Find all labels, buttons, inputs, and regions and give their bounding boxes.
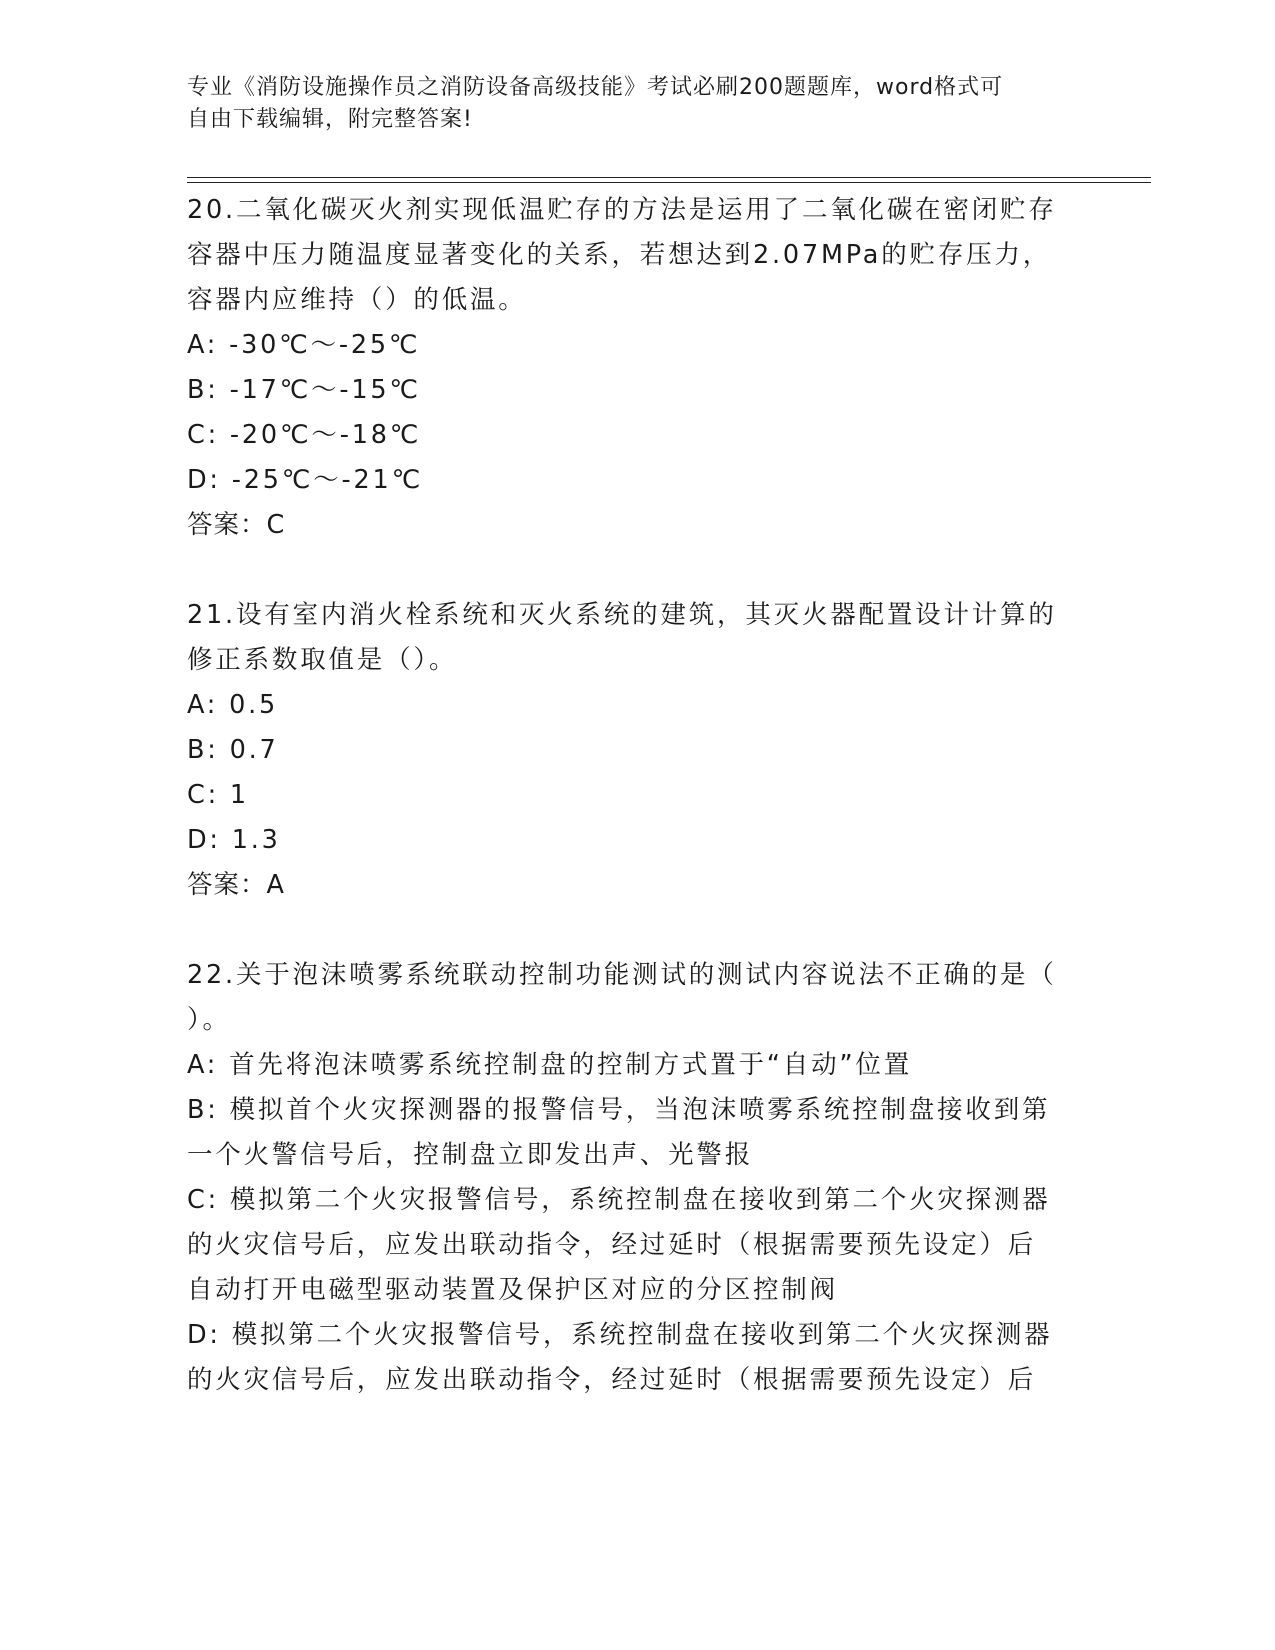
option-a: A: 0.5 bbox=[187, 690, 279, 720]
answer-line bbox=[187, 503, 1087, 548]
option-c-continued: 的火灾信号后，应发出联动指令，经过延时（根据需要预先设定）后 bbox=[187, 1230, 1037, 1260]
option-d: D: 模拟第二个火灾报警信号，系统控制盘在接收到第二个火灾探测器 bbox=[187, 1320, 1053, 1350]
document-header bbox=[187, 72, 1067, 136]
answer-label: 答案： bbox=[187, 870, 267, 900]
option-d: D: -25℃～-21℃ bbox=[187, 465, 424, 495]
option-a: A: 首先将泡沫喷雾系统控制盘的控制方式置于“自动”位置 bbox=[187, 1050, 913, 1080]
option-d-continued: 的火灾信号后，应发出联动指令，经过延时（根据需要预先设定）后 bbox=[187, 1365, 1037, 1395]
header-divider-bottom bbox=[187, 182, 1151, 183]
option-b-continued: 一个火警信号后，控制盘立即发出声、光警报 bbox=[187, 1140, 754, 1170]
question-stem-line: 修正系数取值是（）。 bbox=[187, 645, 458, 675]
option-c-continued: 自动打开电磁型驱动装置及保护区对应的分区控制阀 bbox=[187, 1275, 838, 1305]
question-22 bbox=[187, 953, 1087, 1403]
answer-line bbox=[187, 863, 1087, 908]
option-b: B: -17℃～-15℃ bbox=[187, 375, 421, 405]
option-a: A: -30℃～-25℃ bbox=[187, 330, 421, 360]
option-d: D: 1.3 bbox=[187, 825, 281, 855]
option-b: B: 0.7 bbox=[187, 735, 279, 765]
question-21 bbox=[187, 593, 1087, 908]
option-c: C: -20℃～-18℃ bbox=[187, 420, 422, 450]
question-stem-line: 容器中压力随温度显著变化的关系，若想达到2.07MPa的贮存压力， bbox=[187, 240, 1052, 270]
question-stem-line: ）。 bbox=[187, 1005, 231, 1035]
header-line-2: 自由下载编辑，附完整答案! bbox=[187, 107, 473, 132]
question-stem-line: 20.二氧化碳灭火剂实现低温贮存的方法是运用了二氧化碳在密闭贮存 bbox=[187, 195, 1057, 225]
question-stem-line: 21.设有室内消火栓系统和灭火系统的建筑，其灭火器配置设计计算的 bbox=[187, 600, 1057, 630]
question-20 bbox=[187, 188, 1087, 548]
question-stem-line: 22.关于泡沫喷雾系统联动控制功能测试的测试内容说法不正确的是（ bbox=[187, 960, 1057, 990]
question-stem-line: 容器内应维持（）的低温。 bbox=[187, 285, 527, 315]
option-b: B: 模拟首个火灾探测器的报警信号，当泡沫喷雾系统控制盘接收到第 bbox=[187, 1095, 1051, 1125]
option-c: C: 1 bbox=[187, 780, 249, 810]
header-line-1: 专业《消防设施操作员之消防设备高级技能》考试必刷200题题库，word格式可 bbox=[187, 75, 1004, 100]
answer-value: C bbox=[266, 510, 286, 540]
answer-value: A bbox=[266, 870, 285, 900]
answer-label: 答案： bbox=[187, 510, 267, 540]
option-c: C: 模拟第二个火灾报警信号，系统控制盘在接收到第二个火灾探测器 bbox=[187, 1185, 1051, 1215]
questions-content bbox=[187, 188, 1087, 1403]
header-divider-top bbox=[187, 177, 1151, 178]
